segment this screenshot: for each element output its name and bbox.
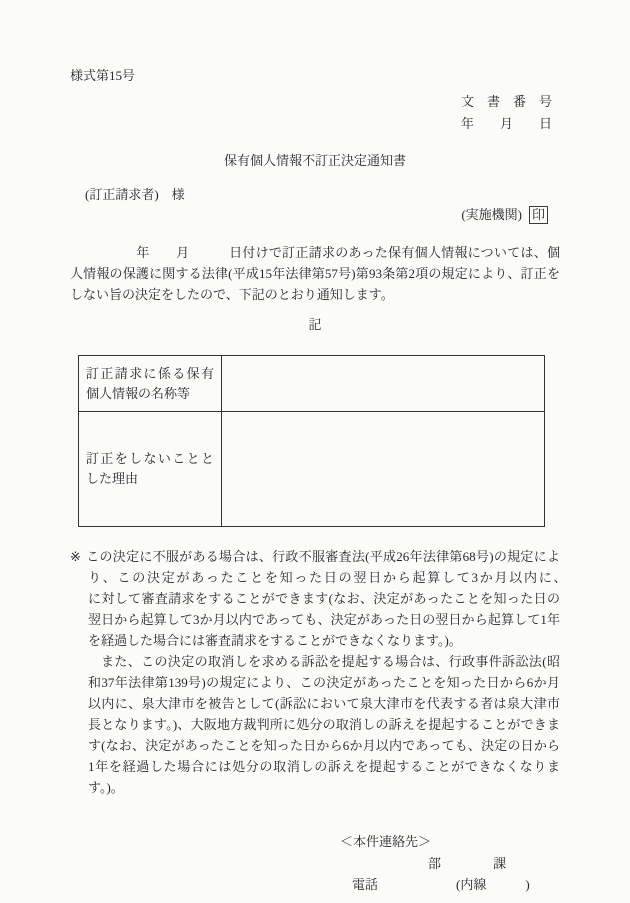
row-value-cell [222, 356, 545, 412]
issuer-line [70, 206, 560, 224]
row-value-cell [222, 412, 545, 527]
note-marker: ※ [70, 549, 82, 564]
doc-date-line: 年 月 日 [460, 116, 552, 131]
contact-block [70, 831, 560, 896]
contact-header: ＜本件連絡先＞ [340, 834, 432, 849]
note-paragraph-appeal [70, 546, 626, 651]
doc-number-line: 文 書 番 号 [460, 94, 552, 109]
table-row [79, 356, 545, 412]
table-row [79, 412, 545, 527]
row-label: 訂正をしないこととした理由 [79, 412, 222, 527]
form-number: 様式第15号 [70, 68, 136, 83]
body-paragraph: 年 月 日付けで訂正請求のあった保有個人情報については、個人情報の保護に関する法律(平成15年法律第57号)第93条第2項の規定により、訂正をしない旨の決定をしたので、下記のとおり通知します。 [70, 245, 560, 302]
row-label: 訂正請求に係る保有個人情報の名称等 [79, 356, 222, 412]
addressee-line: (訂正請求者) 様 [85, 187, 185, 202]
details-table [78, 355, 545, 527]
document-title: 保有個人情報不訂正決定通知書 [223, 153, 406, 168]
notes-block [70, 546, 626, 798]
seal-mark: 印 [529, 206, 548, 224]
note-paragraph-lawsuit: また、この決定の取消しを求める訴訟を提起する場合は、行政事件訴訟法(昭和37年法律第139号)の規定により、この決定があったことを知った日から6か月以内に、泉大津市を被告として(訴訟において泉大津市を代表する者は泉大津市長となります。)、大阪地方裁判所に処分の取消しの訴えを提起することができます(なお、決定があったことを知った日から6か月以内であっても、決定の日から1年を経過した場合には処分の取消しの訴えを提起することができなくなります。)。 [88, 654, 560, 795]
contact-phone-line: 電話 (内線 ) [352, 877, 530, 892]
note-text: この決定に不服がある場合は、行政不服審査法(平成26年法律第68号)の規定により、この決定があったことを知った日の翌日から起算して3か月以内に、 に対して審査請求をすることができます(なお、決定があったことを知った日の翌日から起算して3か月以内であっても、決定があった日の翌日から起算して1年を経過した場合には審査請求をすることができなくなります。)。 [86, 549, 626, 648]
section-marker-ki: 記 [308, 317, 322, 332]
doc-meta-block [70, 91, 560, 135]
contact-dept-line: 部 課 [428, 855, 507, 871]
issuer-label: (実施機関) [461, 207, 522, 222]
